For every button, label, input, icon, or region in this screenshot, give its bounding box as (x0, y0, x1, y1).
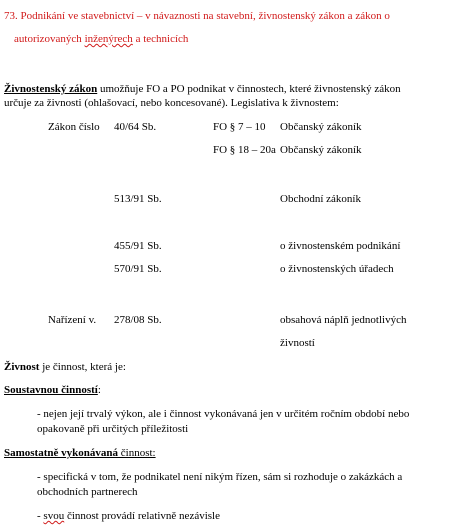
heading-line-2 (14, 33, 188, 46)
heading-misspelled-word: inženýrech (84, 33, 133, 45)
heading-text-2a: autorizovaných (14, 33, 85, 45)
definition-line (4, 361, 126, 374)
law-number: 513/91 Sb. (114, 193, 162, 205)
section-title (4, 384, 101, 397)
heading-text-1: 73. Podnikání ve stavebnictví – v návaznosti na stavební, živnostenský zákon a zákon o (4, 10, 390, 22)
law-name: obsahová náplň jednotlivých (280, 314, 407, 326)
last-bullet-text: činnost provádí relativně nezávisle (64, 510, 220, 522)
law-number: 278/08 Sb. (114, 314, 162, 326)
definition-text: je činnost, která je: (39, 361, 126, 373)
last-bullet-misspelled-word: svou (43, 510, 65, 522)
section-title-colon: činnost: (118, 447, 156, 459)
law-name: Obchodní zákoník (280, 193, 361, 205)
bullet-line-continued: opakovaně při určitých příležitosti (37, 423, 189, 435)
intro-bold-term: Živnostenský zákon (4, 83, 98, 95)
law-label-narizeni: Nařízení v. (48, 314, 97, 326)
bullet-line: - specifická v tom, že podnikatel není nikým řízen, sám si rozhoduje o zakázkách a (37, 471, 403, 483)
law-section: FO § 18 – 20a (213, 144, 276, 156)
law-name: Občanský zákoník (280, 121, 362, 133)
intro-text-1: umožňuje FO a PO podnikat v činnostech, které živnostenský zákon (97, 83, 401, 95)
heading-text-2b: a technicích (132, 33, 189, 45)
section-title-text: Soustavnou činností (4, 384, 98, 396)
section-title-colon: : (97, 384, 101, 396)
section-title-text: Samostatně vykonávaná (4, 447, 118, 459)
section-title (4, 447, 156, 460)
law-name: o živnostenském podnikání (280, 240, 401, 252)
definition-bold-term: Živnost (4, 361, 40, 373)
bullet-line-continued: obchodních partnerech (37, 486, 138, 498)
intro-line-1 (4, 83, 401, 96)
intro-text-2: určuje za živnosti (ohlašovací, nebo koncesované). Legislativa k živnostem: (4, 97, 339, 109)
law-number: 455/91 Sb. (114, 240, 162, 252)
law-name: o živnostenských úřadech (280, 263, 394, 275)
intro-line-2 (4, 97, 339, 110)
last-bullet-dash: - (37, 510, 44, 522)
law-name: Občanský zákoník (280, 144, 362, 156)
law-number: 40/64 Sb. (114, 121, 157, 133)
bullet-line: - nejen její trvalý výkon, ale i činnost vykonávaná jen v určitém ročním období nebo (37, 408, 410, 420)
law-label-zakon: Zákon číslo (48, 121, 100, 133)
last-bullet-line (37, 510, 220, 523)
law-number: 570/91 Sb. (114, 263, 162, 275)
law-section: FO § 7 – 10 (213, 121, 266, 133)
law-name: živností (280, 337, 315, 349)
heading-line-1 (4, 10, 390, 23)
